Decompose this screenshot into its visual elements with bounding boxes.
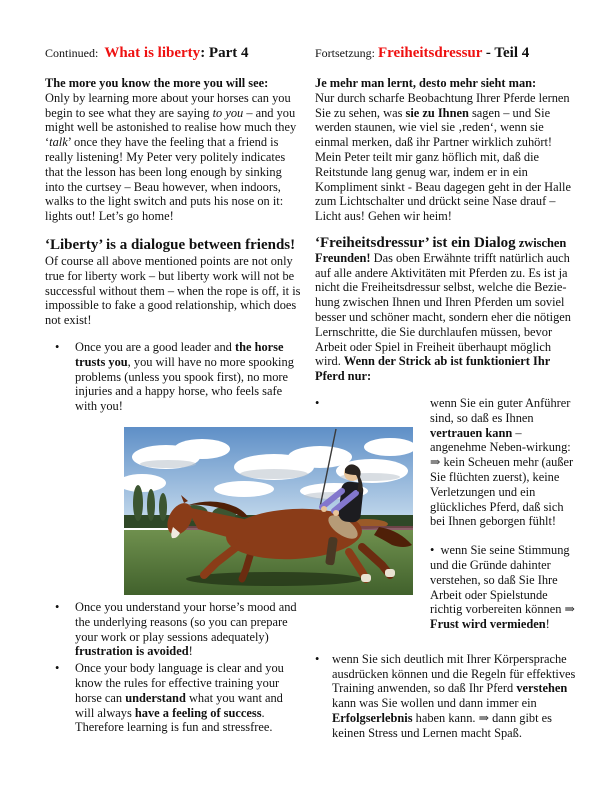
en-bullet-mood-text: Once you understand your horse’s mood and the underlying reasons (so you can prepare your work or play sessions adequately) frustration is avoided!	[75, 599, 297, 659]
en-section-1	[45, 76, 304, 224]
de-bullet-koerpersprache	[315, 652, 579, 741]
bullet-icon: •	[315, 395, 320, 410]
horse-riding-photo	[124, 427, 413, 595]
en-section-1-heading: The more you know the more you will see:	[45, 76, 269, 90]
bullet-icon: •	[55, 661, 60, 676]
horse-riding-photo-art	[124, 427, 413, 595]
en-bullet-bodylanguage-text: Once your body language is clear and you know the rules for effective training your horse can understand what you want and will always have a feeling of success. Therefore learning is fun and stressfree.	[75, 661, 284, 735]
english-column	[45, 76, 304, 737]
de-bullet-anfuehrer-text: wenn Sie ein guter Anführer sind, so daß es Ihnen vertrauen kann – angenehme Neben-wirkung: ⇒ kein Scheuen mehr (außer Sie flüchten zuerst), keine Verletzungen und ein glückliches Pferd, daß sich bei Ihnen geborgen fühlt!	[430, 395, 574, 529]
bullet-icon: •	[55, 599, 60, 614]
en-bullet-bodylanguage	[45, 661, 304, 735]
de-bullet-koerpersprache-text: wenn Sie sich deutlich mit Ihrer Körpersprache ausdrücken können und die Regeln für effektives Training anwenden, so daß Ihr Pferd verstehen kann was Sie wollen und dann immer ein Erfolgserlebnis haben kann. ⇒ dann gibt es keinen Stress und Lernen macht Spaß.	[332, 651, 576, 740]
en-bullet-mood	[45, 600, 304, 659]
bullet-icon: •	[55, 339, 60, 354]
bullet-icon: •	[315, 651, 320, 666]
de-bullet-stimmung: • wenn Sie seine Stimmung und die Gründe dahinter verstehen, so daß Sie Ihre Arbeit oder Spielstunde richtig vorbereiten können ⇒ Frust wird vermieden!	[430, 543, 575, 632]
page-title-english: Continued: What is liberty: Part 4	[45, 45, 249, 61]
de-section-1-heading: Je mehr man lernt, desto mehr sieht man:	[315, 76, 537, 90]
de-section-2: ‘Freiheitsdressur’ ist ein Dialog zwischen Freunden! Das oben Erwähnte trifft natürlich auch auf alle andere Aktivitäten mit Pferden zu. Es ist ja nicht die Freiheitsdressur selbst, welche die Bezie-hung zwischen Ihnen und Ihren Pferden um soviel besser und schöner macht, sondern eher die nötigen Lernschritte, die Sie durchlaufen müssen, bevor Arbeit oder Spiel in Freiheit überhaupt möglich wird. Wenn der Strick ab ist funktioniert Ihr Pferd nur:	[315, 234, 571, 384]
en-bullet-trust	[45, 340, 304, 414]
en-section-2-body: Of course all above mentioned points are not only true for liberty work – but liberty work will not be successful without them – when the rope is off, it is impossible to fake a good relationship, which does not exist!	[45, 253, 301, 328]
en-section-2	[45, 236, 304, 328]
en-section-2-heading: ‘Liberty’ is a dialogue between friends!	[45, 236, 296, 253]
en-bullet-trust-text: Once you are a good leader and the horse trusts you, you will have no more spooking problems (unless you spook first), no more injuries and a happy horse, who feels safe with you!	[75, 339, 294, 414]
german-column	[315, 76, 579, 743]
page-title-german: Fortsetzung: Freiheitsdressur - Teil 4	[315, 45, 530, 61]
horse-shadow	[186, 572, 362, 586]
en-section-1-body: Only by learning more about your horses can you begin to see what they are saying to you – and you might well be astonished to realise how much they ‘talk’ once they have the feeling that a friend is really listening! My Peter very politely indicates that the lesson has been long enough by sinking into the curtsey – Beau however, when indoors, walks to the light switch and puts his nose on it: lights out! Let’s go home!	[45, 90, 297, 224]
de-section-1-body: Nur durch scharfe Beobachtung Ihrer Pferde lernen Sie zu sehen, was sie zu Ihnen sagen – und Sie werden staunen, wie viel sie ‚reden‘, wenn sie einmal merken, daß ihr Partner wirklich zuhört! Mein Peter teilt mir ganz höflich mit, daß die Reitstunde lang genug war, indem er in ein Kompliment sinkt - Beau dagegen geht in der Halle zum Lichtschalter und drückt seine Nase drauf – Licht aus! Gehen wir heim!	[315, 90, 572, 224]
de-section-1	[315, 76, 579, 224]
